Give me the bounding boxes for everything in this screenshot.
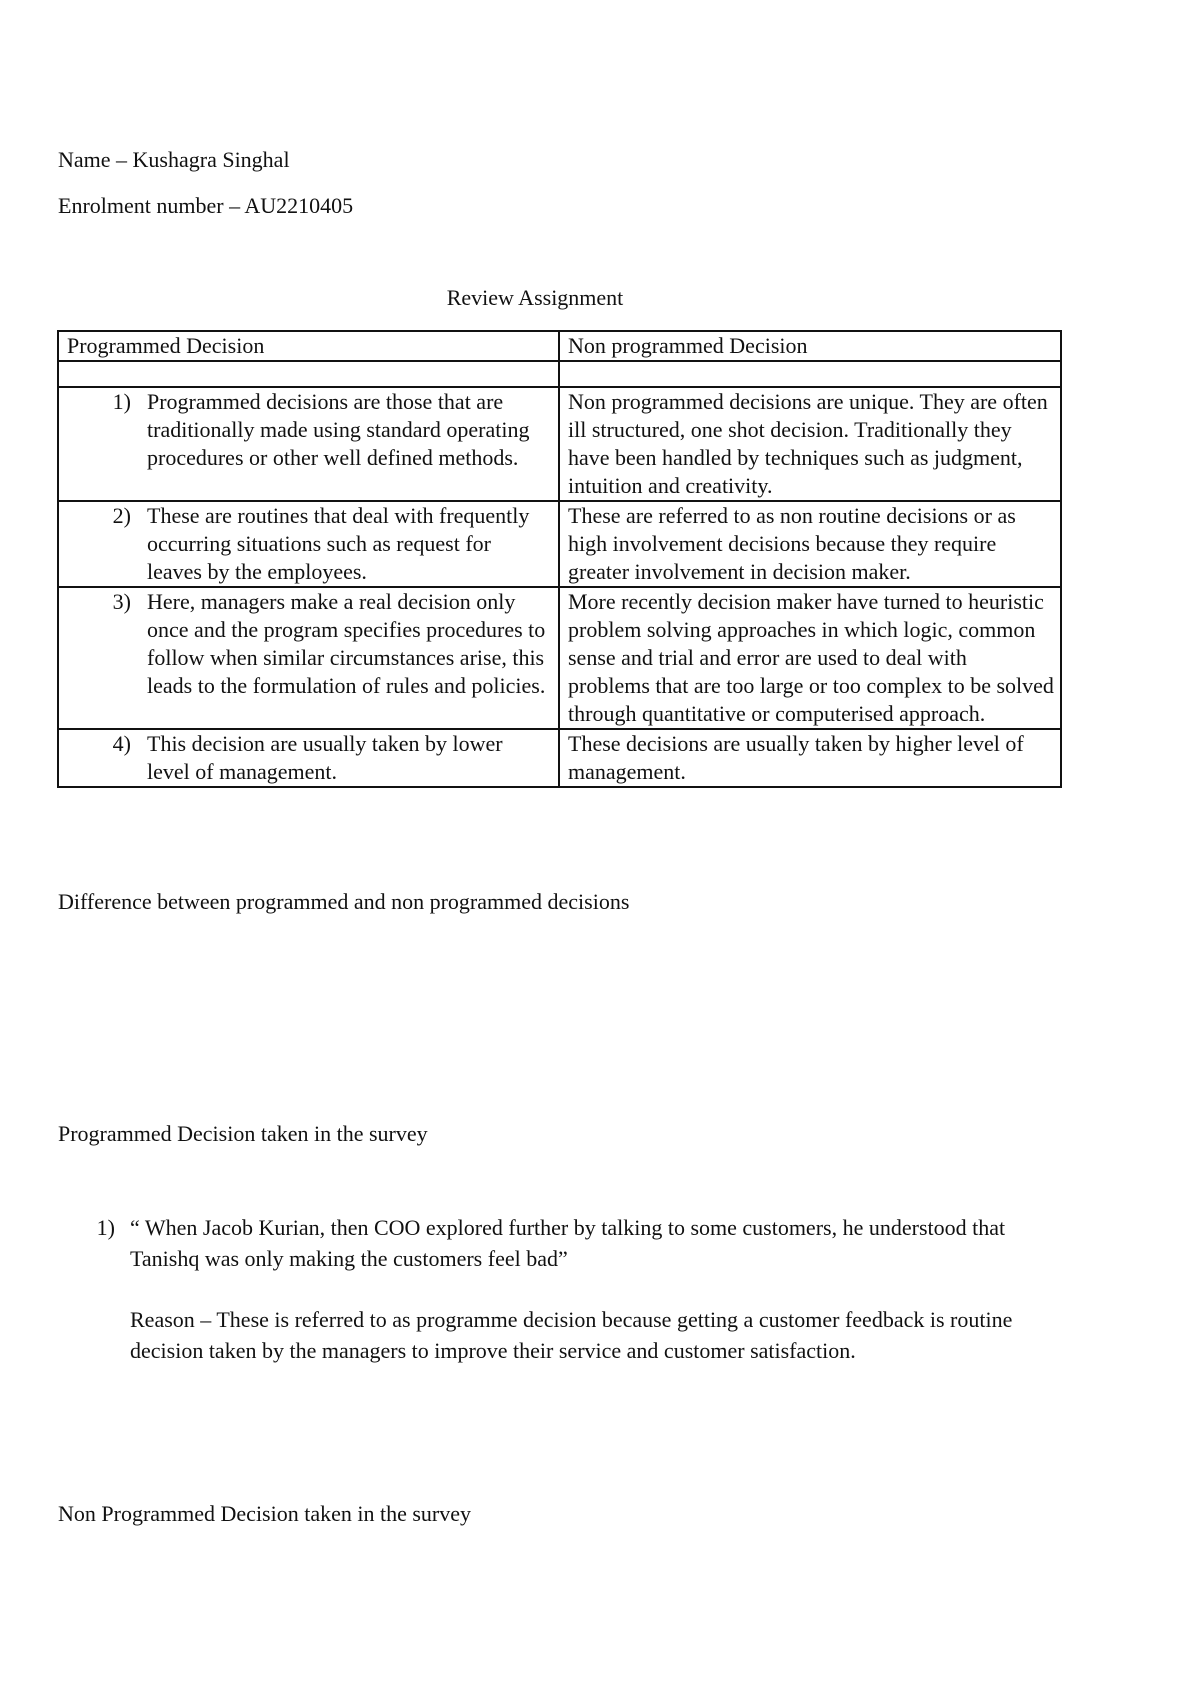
programmed-text: This decision are usually taken by lower level of management. [147,731,503,784]
row-number: 2) [112,503,131,528]
non-programmed-text: These decisions are usually taken by higher level of management. [559,729,1061,787]
programmed-cell [58,729,559,787]
col-header-programmed: Programmed Decision [58,331,559,361]
survey-reason: Reason – These is referred to as programme decision because getting a customer feedback is routine decision taken by the managers to improve their service and customer satisfaction. [130,1307,1013,1363]
table-row [58,587,1061,729]
table-row [58,729,1061,787]
student-name-line: Name – Kushagra Singhal [58,147,290,172]
col-header-non-programmed: Non programmed Decision [559,331,1061,361]
document-title: Review Assignment [446,285,624,310]
programmed-text: Here, managers make a real decision only once and the program specifies procedures to follow when similar circumstances arise, this leads to the formulation of rules and policies. [147,589,546,698]
non-programmed-text: These are referred to as non routine decisions or as high involvement decisions because they require greater involvement in decision maker. [559,501,1061,587]
programmed-cell [58,587,559,729]
survey-item-number: 1) [96,1215,115,1240]
non-programmed-survey-heading: Non Programmed Decision taken in the survey [58,1501,472,1526]
table-row [58,387,1061,501]
programmed-cell [58,387,559,501]
programmed-cell [58,501,559,587]
difference-caption: Difference between programmed and non programmed decisions [58,889,630,914]
table-header-row [58,331,1061,361]
survey-quote: “ When Jacob Kurian, then COO explored further by talking to some customers, he understood that Tanishq was only making the customers feel bad” [130,1215,1006,1271]
row-number: 1) [112,389,131,414]
row-number: 4) [112,731,131,756]
programmed-text: Programmed decisions are those that are traditionally made using standard operating procedures or other well defined methods. [147,389,530,470]
decision-comparison-table [57,330,1062,788]
programmed-text: These are routines that deal with frequently occurring situations such as request for leaves by the employees. [147,503,530,584]
programmed-survey-heading: Programmed Decision taken in the survey [58,1121,428,1146]
table-row [58,501,1061,587]
non-programmed-text: Non programmed decisions are unique. They are often ill structured, one shot decision. Traditionally they have been handled by techniques such as judgment, intuition and creativity. [559,387,1061,501]
enrolment-number-line: Enrolment number – AU2210405 [58,193,354,218]
table-empty-row [58,361,1061,387]
survey-list-item [58,1212,1078,1366]
non-programmed-text: More recently decision maker have turned to heuristic problem solving approaches in which logic, common sense and trial and error are used to deal with problems that are too large or too complex to be solved through quantitative or computerised approach. [559,587,1061,729]
row-number: 3) [112,589,131,614]
